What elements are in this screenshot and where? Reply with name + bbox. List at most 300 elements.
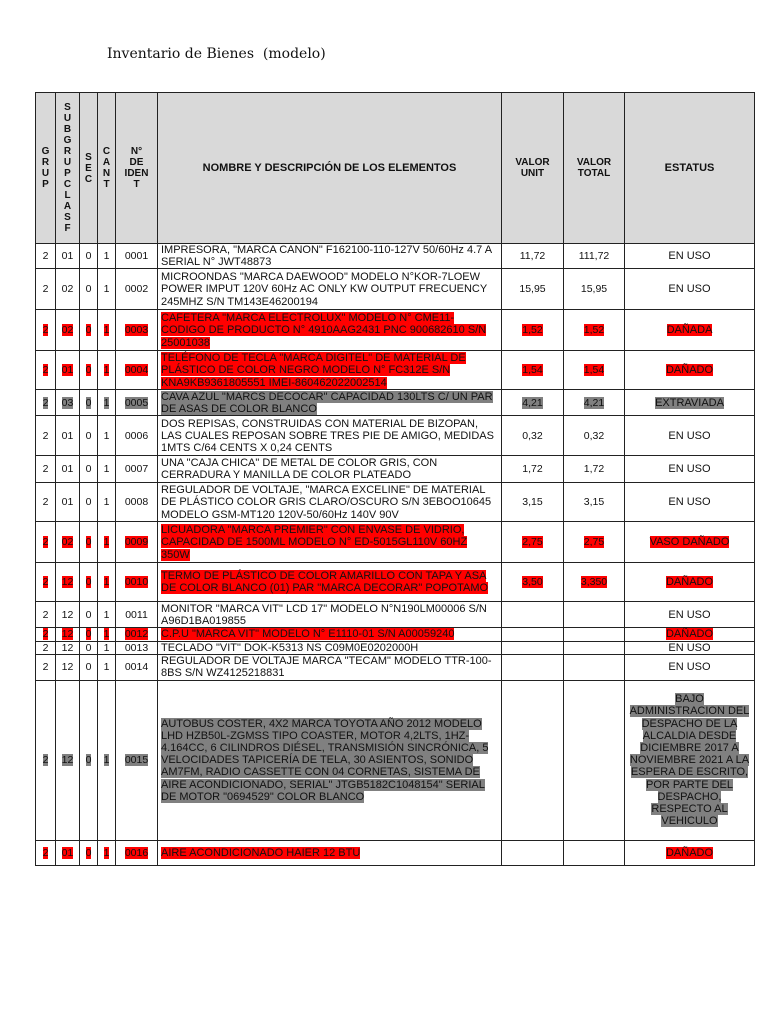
cell-estatus — [625, 390, 755, 416]
cell-valor-unit — [502, 269, 564, 310]
cell-subgrupo — [56, 483, 80, 522]
cell-sec — [80, 680, 98, 840]
cell-ident — [116, 840, 158, 865]
cell-descripcion — [158, 269, 502, 310]
cell-valor-total — [564, 244, 625, 269]
cell-grupo-text: 2 — [42, 429, 49, 442]
cell-valor-unit — [502, 680, 564, 840]
cell-cant — [98, 269, 116, 310]
cell-subgrupo — [56, 244, 80, 269]
cell-estatus — [625, 522, 755, 563]
cell-grupo — [36, 390, 56, 416]
cell-descripcion-text: LICUADORA "MARCA PREMIER" CON ENVASE DE VIDRIO, CAPACIDAD DE 1500ML MODELO N° ED-5015GL110V 60HZ 350W — [161, 524, 468, 561]
cell-descripcion-text: TERMO DE PLÁSTICO DE COLOR AMARILLO CON TAPA Y ASA DE COLOR BLANCO (01) PAR "MARCA DECORAR" POPOTAMO — [161, 570, 489, 595]
cell-grupo — [36, 416, 56, 456]
inventory-table — [35, 92, 755, 866]
cell-estatus-text: DAÑADA — [666, 324, 713, 337]
cell-grupo — [36, 628, 56, 641]
cell-grupo — [36, 602, 56, 628]
cell-cant — [98, 680, 116, 840]
cell-cant-text: 1 — [103, 364, 110, 377]
cell-valor-total-text: 1,52 — [583, 324, 605, 337]
table-row — [36, 416, 755, 456]
cell-valor-unit — [502, 351, 564, 390]
table-row — [36, 390, 755, 416]
cell-grupo — [36, 641, 56, 654]
cell-ident-text: 0015 — [124, 754, 149, 767]
cell-ident-text: 0012 — [124, 628, 149, 641]
cell-subgrupo-text: 01 — [61, 250, 74, 263]
cell-valor-total — [564, 628, 625, 641]
table-header-row — [36, 93, 755, 244]
cell-ident — [116, 244, 158, 269]
cell-cant-text: 1 — [103, 496, 110, 509]
cell-valor-total-text: 4,21 — [583, 396, 605, 409]
cell-descripcion-text: REGULADOR DE VOLTAJE, "MARCA EXCELINE" DE MATERIAL DE PLÁSTICO COLOR GRIS CLARO/OSCURO S/N 3EBOO10645 MODELO GSM-MT120 120V-50/60Hz 140V 90V — [161, 484, 492, 521]
cell-sec-text: 0 — [85, 463, 92, 476]
cell-sec — [80, 563, 98, 602]
cell-valor-total — [564, 351, 625, 390]
cell-grupo — [36, 680, 56, 840]
cell-valor-unit — [502, 654, 564, 680]
cell-valor-total — [564, 641, 625, 654]
cell-valor-total — [564, 563, 625, 602]
cell-cant — [98, 416, 116, 456]
cell-estatus-text: VASO DAÑADO — [649, 536, 730, 549]
cell-ident-text: 0010 — [124, 576, 149, 589]
header-cant: C A N T — [98, 93, 116, 244]
cell-grupo-text: 2 — [42, 496, 49, 509]
cell-valor-unit — [502, 244, 564, 269]
cell-valor-unit-text: 15,95 — [519, 283, 546, 296]
cell-valor-total — [564, 483, 625, 522]
cell-valor-unit — [502, 416, 564, 456]
cell-sec-text: 0 — [85, 396, 92, 409]
cell-descripcion — [158, 654, 502, 680]
cell-estatus-text: EN USO — [668, 283, 711, 296]
table-row — [36, 310, 755, 351]
cell-descripcion — [158, 522, 502, 563]
cell-ident-text: 0006 — [124, 429, 149, 442]
cell-sec-text: 0 — [85, 429, 92, 442]
cell-estatus — [625, 628, 755, 641]
cell-sec-text: 0 — [85, 661, 92, 674]
cell-ident-text: 0008 — [124, 496, 149, 509]
cell-subgrupo — [56, 680, 80, 840]
cell-sec — [80, 351, 98, 390]
cell-valor-total — [564, 654, 625, 680]
cell-valor-unit-text: 1,72 — [522, 463, 543, 476]
cell-estatus-text: DAÑADO — [665, 628, 714, 641]
cell-estatus-text: BAJO ADMINISTRACION DEL DESPACHO DE LA ALCALDIA DESDE DICIEMBRE 2017 A NOVIEMBRE 2021 A LA ESPERA DE ESCRITO, POR PARTE DEL DESPACHO, RESPECTO AL VEHICULO — [629, 693, 750, 828]
cell-grupo — [36, 840, 56, 865]
table-row — [36, 563, 755, 602]
cell-cant-text: 1 — [103, 463, 110, 476]
cell-subgrupo — [56, 456, 80, 483]
cell-descripcion — [158, 840, 502, 865]
cell-valor-total-text: 3,15 — [583, 496, 605, 509]
cell-cant-text: 1 — [103, 661, 110, 674]
cell-descripcion-text: CAFETERA "MARCA ELECTROLUX" MODELO N° CME11-CODIGO DE PRODUCTO N° 4910AAG2431 PNC 900682610 S/N 25001038 — [161, 312, 487, 349]
cell-valor-unit — [502, 628, 564, 641]
cell-subgrupo — [56, 563, 80, 602]
cell-ident — [116, 269, 158, 310]
cell-descripcion — [158, 390, 502, 416]
cell-cant-text: 1 — [103, 396, 110, 409]
cell-sec-text: 0 — [85, 754, 92, 767]
cell-valor-total — [564, 840, 625, 865]
cell-estatus-text: DAÑADO — [665, 364, 714, 377]
header-sec: S E C — [80, 93, 98, 244]
cell-valor-total-text: 1,72 — [583, 463, 605, 476]
table-row — [36, 483, 755, 522]
cell-cant — [98, 840, 116, 865]
cell-valor-unit — [502, 483, 564, 522]
table-row — [36, 456, 755, 483]
cell-subgrupo-text: 01 — [61, 846, 74, 859]
cell-ident-text: 0001 — [124, 250, 149, 263]
cell-cant-text: 1 — [103, 576, 110, 589]
cell-valor-total-text: 0,32 — [583, 429, 605, 442]
cell-descripcion — [158, 602, 502, 628]
cell-descripcion-text: DOS REPISAS, CONSTRUIDAS CON MATERIAL DE BIZOPAN, LAS CUALES REPOSAN SOBRE TRES PIE DE AMIGO, MEDIDAS 1MTS C/64 CENTS X 0,24 CENTS — [161, 417, 494, 454]
cell-sec — [80, 244, 98, 269]
cell-grupo — [36, 351, 56, 390]
cell-estatus — [625, 840, 755, 865]
cell-estatus-text: EN USO — [668, 250, 711, 263]
cell-subgrupo-text: 12 — [61, 608, 74, 621]
table-row — [36, 628, 755, 641]
cell-valor-unit — [502, 602, 564, 628]
cell-descripcion — [158, 310, 502, 351]
cell-sec — [80, 654, 98, 680]
cell-valor-total — [564, 269, 625, 310]
cell-valor-unit-text: 1,54 — [522, 364, 543, 377]
cell-cant-text: 1 — [103, 608, 110, 621]
cell-ident — [116, 483, 158, 522]
cell-ident-text: 0007 — [124, 463, 149, 476]
cell-descripcion-text: MICROONDAS "MARCA DAEWOOD" MODELO N°KOR-7LOEW POWER IMPUT 120V 60Hz AC ONLY KW OUTPUT FRECUENCY 245MHZ S/N TM143E46200194 — [161, 271, 487, 308]
cell-cant — [98, 628, 116, 641]
cell-estatus-text: EN USO — [668, 496, 711, 509]
cell-descripcion-text: AIRE ACONDICIONADO HAIER 12 BTU — [161, 846, 361, 859]
cell-valor-total-text: 15,95 — [580, 283, 608, 296]
cell-grupo-text: 2 — [42, 463, 49, 476]
header-grupo: G R U P — [36, 93, 56, 244]
cell-grupo-text: 2 — [42, 396, 49, 409]
cell-descripcion — [158, 456, 502, 483]
cell-subgrupo — [56, 840, 80, 865]
cell-sec-text: 0 — [85, 536, 92, 549]
cell-ident-text: 0005 — [124, 396, 149, 409]
cell-subgrupo-text: 12 — [61, 576, 74, 589]
cell-grupo — [36, 483, 56, 522]
cell-estatus-text: EN USO — [668, 661, 711, 674]
cell-subgrupo — [56, 390, 80, 416]
cell-ident — [116, 628, 158, 641]
cell-cant-text: 1 — [103, 754, 110, 767]
cell-subgrupo — [56, 522, 80, 563]
cell-descripcion — [158, 641, 502, 654]
cell-valor-unit-text: 2,75 — [522, 536, 543, 549]
cell-cant-text: 1 — [103, 628, 110, 641]
cell-grupo — [36, 244, 56, 269]
table-row — [36, 602, 755, 628]
cell-grupo — [36, 654, 56, 680]
cell-subgrupo — [56, 654, 80, 680]
cell-subgrupo-text: 01 — [61, 463, 74, 476]
cell-descripcion-text: IMPRESORA, "MARCA CANON" F162100-110-127V 50/60Hz 4.7 A SERIAL N° JWT48873 — [161, 244, 492, 269]
cell-ident-text: 0009 — [124, 536, 149, 549]
header-ident: N° DE IDEN T — [116, 93, 158, 244]
cell-valor-total — [564, 522, 625, 563]
cell-estatus — [625, 680, 755, 840]
cell-descripcion-text: REGULADOR DE VOLTAJE MARCA "TECAM" MODELO TTR-100-8BS S/N WZ4125218831 — [161, 655, 492, 680]
cell-sec — [80, 456, 98, 483]
cell-cant — [98, 310, 116, 351]
header-subgrupo: S U B G R U P C L A S F — [56, 93, 80, 244]
cell-valor-unit — [502, 310, 564, 351]
cell-estatus-text: DAÑADO — [665, 576, 714, 589]
cell-descripcion-text: TECLADO "VIT" DOK-K5313 NS C09M0E0202000H — [161, 641, 419, 654]
cell-estatus — [625, 456, 755, 483]
cell-valor-unit — [502, 641, 564, 654]
cell-cant-text: 1 — [103, 250, 110, 263]
cell-ident-text: 0013 — [124, 641, 149, 654]
cell-grupo-text: 2 — [42, 324, 49, 337]
cell-subgrupo-text: 01 — [61, 429, 74, 442]
cell-valor-total-text: 111,72 — [578, 250, 610, 263]
cell-descripcion — [158, 416, 502, 456]
cell-sec-text: 0 — [85, 283, 92, 296]
cell-descripcion — [158, 680, 502, 840]
cell-estatus — [625, 563, 755, 602]
cell-estatus — [625, 310, 755, 351]
cell-subgrupo-text: 02 — [61, 536, 74, 549]
cell-valor-unit — [502, 522, 564, 563]
cell-ident — [116, 310, 158, 351]
cell-descripcion — [158, 628, 502, 641]
cell-subgrupo — [56, 416, 80, 456]
cell-valor-unit-text: 0,32 — [522, 429, 543, 442]
cell-subgrupo-text: 03 — [61, 396, 74, 409]
cell-cant-text: 1 — [103, 846, 110, 859]
cell-estatus-text: EXTRAVIADA — [655, 396, 724, 409]
cell-estatus — [625, 351, 755, 390]
cell-estatus — [625, 654, 755, 680]
cell-subgrupo — [56, 351, 80, 390]
cell-grupo — [36, 456, 56, 483]
cell-cant — [98, 563, 116, 602]
cell-grupo-text: 2 — [42, 641, 49, 654]
cell-grupo-text: 2 — [42, 661, 49, 674]
cell-subgrupo-text: 12 — [61, 628, 74, 641]
cell-grupo — [36, 310, 56, 351]
cell-ident — [116, 654, 158, 680]
header-valor-total: VALOR TOTAL — [564, 93, 625, 244]
cell-subgrupo-text: 12 — [61, 641, 74, 654]
cell-grupo-text: 2 — [42, 364, 49, 377]
cell-cant — [98, 483, 116, 522]
cell-grupo-text: 2 — [42, 576, 49, 589]
cell-sec-text: 0 — [85, 364, 92, 377]
cell-sec — [80, 310, 98, 351]
cell-valor-unit — [502, 390, 564, 416]
cell-ident — [116, 602, 158, 628]
table-row — [36, 680, 755, 840]
cell-valor-total-text: 1,54 — [583, 364, 605, 377]
header-descripcion: NOMBRE Y DESCRIPCIÓN DE LOS ELEMENTOS — [158, 93, 502, 244]
cell-cant — [98, 654, 116, 680]
cell-cant-text: 1 — [103, 641, 110, 654]
cell-sec — [80, 641, 98, 654]
header-estatus: ESTATUS — [625, 93, 755, 244]
cell-ident — [116, 416, 158, 456]
cell-estatus-text: EN USO — [668, 641, 711, 654]
cell-grupo-text: 2 — [42, 846, 49, 859]
cell-valor-total — [564, 390, 625, 416]
cell-sec — [80, 416, 98, 456]
cell-estatus-text: EN USO — [668, 463, 711, 476]
cell-estatus — [625, 269, 755, 310]
cell-ident-text: 0014 — [124, 661, 149, 674]
cell-estatus — [625, 483, 755, 522]
table-row — [36, 522, 755, 563]
cell-sec-text: 0 — [85, 576, 92, 589]
cell-subgrupo-text: 02 — [61, 283, 74, 296]
cell-ident-text: 0004 — [124, 364, 149, 377]
table-row — [36, 244, 755, 269]
cell-grupo — [36, 563, 56, 602]
table-row — [36, 840, 755, 865]
cell-subgrupo-text: 01 — [61, 496, 74, 509]
cell-ident — [116, 351, 158, 390]
cell-descripcion-text: CAVA AZUL "MARCS DECOCAR" CAPACIDAD 130LTS C/ UN PAR DE ASAS DE COLOR BLANCO — [161, 390, 493, 415]
cell-cant-text: 1 — [103, 429, 110, 442]
cell-grupo-text: 2 — [42, 608, 49, 621]
cell-descripcion-text: TELÉFONO DE TECLA "MARCA DIGITEL" DE MATERIAL DE PLÁSTICO DE COLOR NEGRO MODELO N° FC312E S/N KNA9KB9361805551 IMEI-860462022002514 — [161, 352, 466, 389]
cell-valor-unit-text: 1,52 — [522, 324, 543, 337]
cell-subgrupo — [56, 269, 80, 310]
cell-ident — [116, 680, 158, 840]
cell-cant — [98, 244, 116, 269]
cell-valor-unit-text: 4,21 — [522, 396, 543, 409]
cell-ident — [116, 641, 158, 654]
cell-descripcion-text: C.P.U "MARCA VIT" MODELO N° E1110-01 S/N A00059240 — [161, 628, 455, 641]
cell-sec-text: 0 — [85, 608, 92, 621]
cell-sec-text: 0 — [85, 846, 92, 859]
cell-sec — [80, 483, 98, 522]
cell-subgrupo — [56, 310, 80, 351]
cell-sec — [80, 522, 98, 563]
cell-sec — [80, 840, 98, 865]
cell-sec — [80, 269, 98, 310]
cell-cant — [98, 456, 116, 483]
cell-ident-text: 0016 — [124, 846, 149, 859]
cell-descripcion-text: MONITOR "MARCA VIT" LCD 17" MODELO N°N190LM00006 S/N A96D1BA019855 — [161, 602, 487, 627]
cell-grupo — [36, 269, 56, 310]
cell-grupo — [36, 522, 56, 563]
cell-ident — [116, 563, 158, 602]
cell-descripcion — [158, 563, 502, 602]
cell-valor-total-text: 3,350 — [580, 576, 608, 589]
cell-valor-total — [564, 456, 625, 483]
cell-valor-unit — [502, 456, 564, 483]
table-row — [36, 351, 755, 390]
cell-ident — [116, 522, 158, 563]
table-row — [36, 654, 755, 680]
cell-descripcion — [158, 244, 502, 269]
cell-valor-total — [564, 416, 625, 456]
cell-cant — [98, 641, 116, 654]
cell-ident — [116, 390, 158, 416]
cell-cant — [98, 351, 116, 390]
cell-sec-text: 0 — [85, 641, 92, 654]
cell-subgrupo-text: 12 — [61, 754, 74, 767]
table-row — [36, 269, 755, 310]
cell-estatus — [625, 416, 755, 456]
cell-estatus — [625, 602, 755, 628]
cell-subgrupo-text: 12 — [61, 661, 74, 674]
cell-descripcion-text: UNA "CAJA CHICA" DE METAL DE COLOR GRIS, CON CERRADURA Y MANILLA DE COLOR PLATEADO — [161, 457, 438, 482]
cell-subgrupo-text: 02 — [61, 324, 74, 337]
cell-cant-text: 1 — [103, 324, 110, 337]
cell-descripcion-text: AUTOBUS COSTER, 4X2 MARCA TOYOTA AÑO 2012 MODELO LHD HZB50L-ZGMSS TIPO COASTER, MOTOR 4,2LTS, 1HZ-4.164CC, 6 CILINDROS DIÉSEL, TRANSMISIÓN SINCRÓNICA, 5 VELOCIDADES TAPICERÍA DE TELA, 30 ASIENTOS, SONIDO AM7FM, RADIO CASSETTE CON 04 CORNETAS, SISTEMA DE AIRE ACONDICIONADO, SERIAL" JTGB5182C1048154" SERIAL DE MOTOR "0694529" COLOR BLANCO — [161, 717, 489, 803]
cell-grupo-text: 2 — [42, 754, 49, 767]
cell-ident-text: 0002 — [124, 283, 149, 296]
cell-estatus-text: EN USO — [668, 429, 711, 442]
cell-cant — [98, 602, 116, 628]
table-row — [36, 641, 755, 654]
cell-subgrupo-text: 01 — [61, 364, 74, 377]
document-title: Inventario de Bienes (modelo) — [107, 46, 326, 62]
cell-valor-total — [564, 310, 625, 351]
cell-sec — [80, 390, 98, 416]
cell-sec-text: 0 — [85, 250, 92, 263]
cell-ident — [116, 456, 158, 483]
cell-cant-text: 1 — [103, 536, 110, 549]
cell-valor-total — [564, 602, 625, 628]
cell-valor-total — [564, 680, 625, 840]
cell-subgrupo — [56, 602, 80, 628]
cell-estatus — [625, 244, 755, 269]
cell-valor-unit — [502, 563, 564, 602]
cell-cant-text: 1 — [103, 283, 110, 296]
cell-cant — [98, 522, 116, 563]
cell-ident-text: 0011 — [125, 608, 148, 621]
cell-sec-text: 0 — [85, 324, 92, 337]
cell-sec-text: 0 — [85, 628, 92, 641]
cell-sec — [80, 602, 98, 628]
cell-sec-text: 0 — [85, 496, 92, 509]
cell-subgrupo — [56, 641, 80, 654]
header-valor-unit: VALOR UNIT — [502, 93, 564, 244]
cell-valor-unit — [502, 840, 564, 865]
cell-grupo-text: 2 — [42, 250, 49, 263]
cell-subgrupo — [56, 628, 80, 641]
cell-valor-unit-text: 11,72 — [519, 250, 546, 263]
cell-estatus-text: DAÑADO — [665, 846, 714, 859]
cell-grupo-text: 2 — [42, 283, 49, 296]
cell-valor-unit-text: 3,50 — [522, 576, 543, 589]
cell-estatus-text: EN USO — [668, 608, 711, 621]
cell-descripcion — [158, 351, 502, 390]
cell-descripcion — [158, 483, 502, 522]
cell-valor-total-text: 2,75 — [583, 536, 605, 549]
cell-ident-text: 0003 — [124, 324, 149, 337]
cell-sec — [80, 628, 98, 641]
cell-grupo-text: 2 — [42, 536, 49, 549]
